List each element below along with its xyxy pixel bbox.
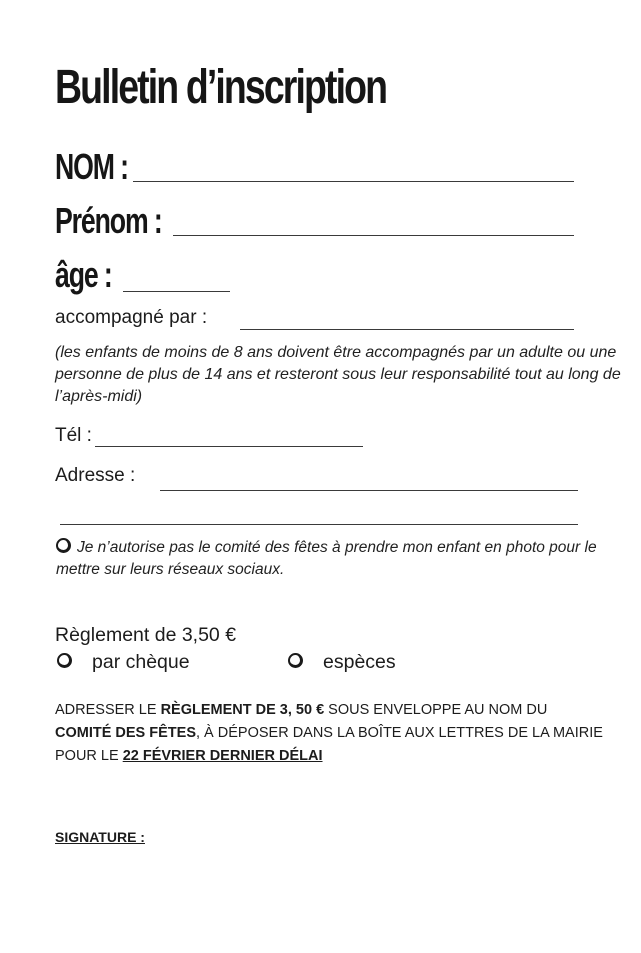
payment-option-especes[interactable]: [288, 651, 396, 674]
tel-label: Tél :: [55, 425, 92, 446]
photo-optout-label: Je n’autorise pas le comité des fêtes à prendre mon enfant en photo pour le mettre sur leurs réseaux sociaux.: [56, 539, 597, 578]
cheque-label: par chèque: [92, 651, 190, 673]
accompagne-field-line[interactable]: [240, 329, 574, 330]
instructions-text-3: , À DÉPOSER DANS LA BOÎTE AUX LETTRES DE LA MAIRIE POUR LE: [55, 725, 603, 764]
photo-optout-checkbox-icon[interactable]: [56, 538, 71, 553]
age-requirement-note: (les enfants de moins de 8 ans doivent être accompagnés par un adulte ou une personne de plus de 14 ans et resteront sous leur responsabilité tout au long de l’après-midi): [55, 344, 621, 405]
prenom-label: Prénom :: [55, 200, 162, 241]
accompagne-label: accompagné par :: [55, 307, 208, 328]
especes-radio-icon[interactable]: [288, 653, 303, 668]
adresse-label: Adresse :: [55, 465, 136, 486]
instructions-text-2: SOUS ENVELOPPE AU NOM DU: [324, 702, 548, 718]
especes-label: espèces: [323, 651, 396, 673]
age-field-line[interactable]: [123, 291, 230, 292]
payment-instructions: [55, 699, 615, 768]
nom-field-line[interactable]: [133, 181, 574, 182]
nom-label: NOM :: [55, 146, 128, 187]
form-title: Bulletin d’inscription: [55, 61, 387, 114]
payment-title: Règlement de 3,50 €: [55, 624, 237, 646]
instructions-text-1: ADRESSER LE: [55, 702, 161, 718]
cheque-radio-icon[interactable]: [57, 653, 72, 668]
instructions-amount: RÈGLEMENT DE 3, 50 €: [160, 702, 325, 718]
age-label: âge :: [55, 254, 112, 295]
tel-field-line[interactable]: [95, 446, 363, 447]
photo-optout-option[interactable]: [56, 537, 636, 581]
payment-option-cheque[interactable]: [57, 651, 190, 674]
prenom-field-line[interactable]: [173, 235, 574, 236]
adresse-field-line-2[interactable]: [60, 524, 578, 525]
instructions-recipient: COMITÉ DES FÊTES: [55, 725, 196, 741]
instructions-deadline: 22 FÉVRIER DERNIER DÉLAI: [122, 748, 323, 764]
adresse-field-line-1[interactable]: [160, 490, 578, 491]
signature-label: SIGNATURE :: [55, 829, 145, 845]
